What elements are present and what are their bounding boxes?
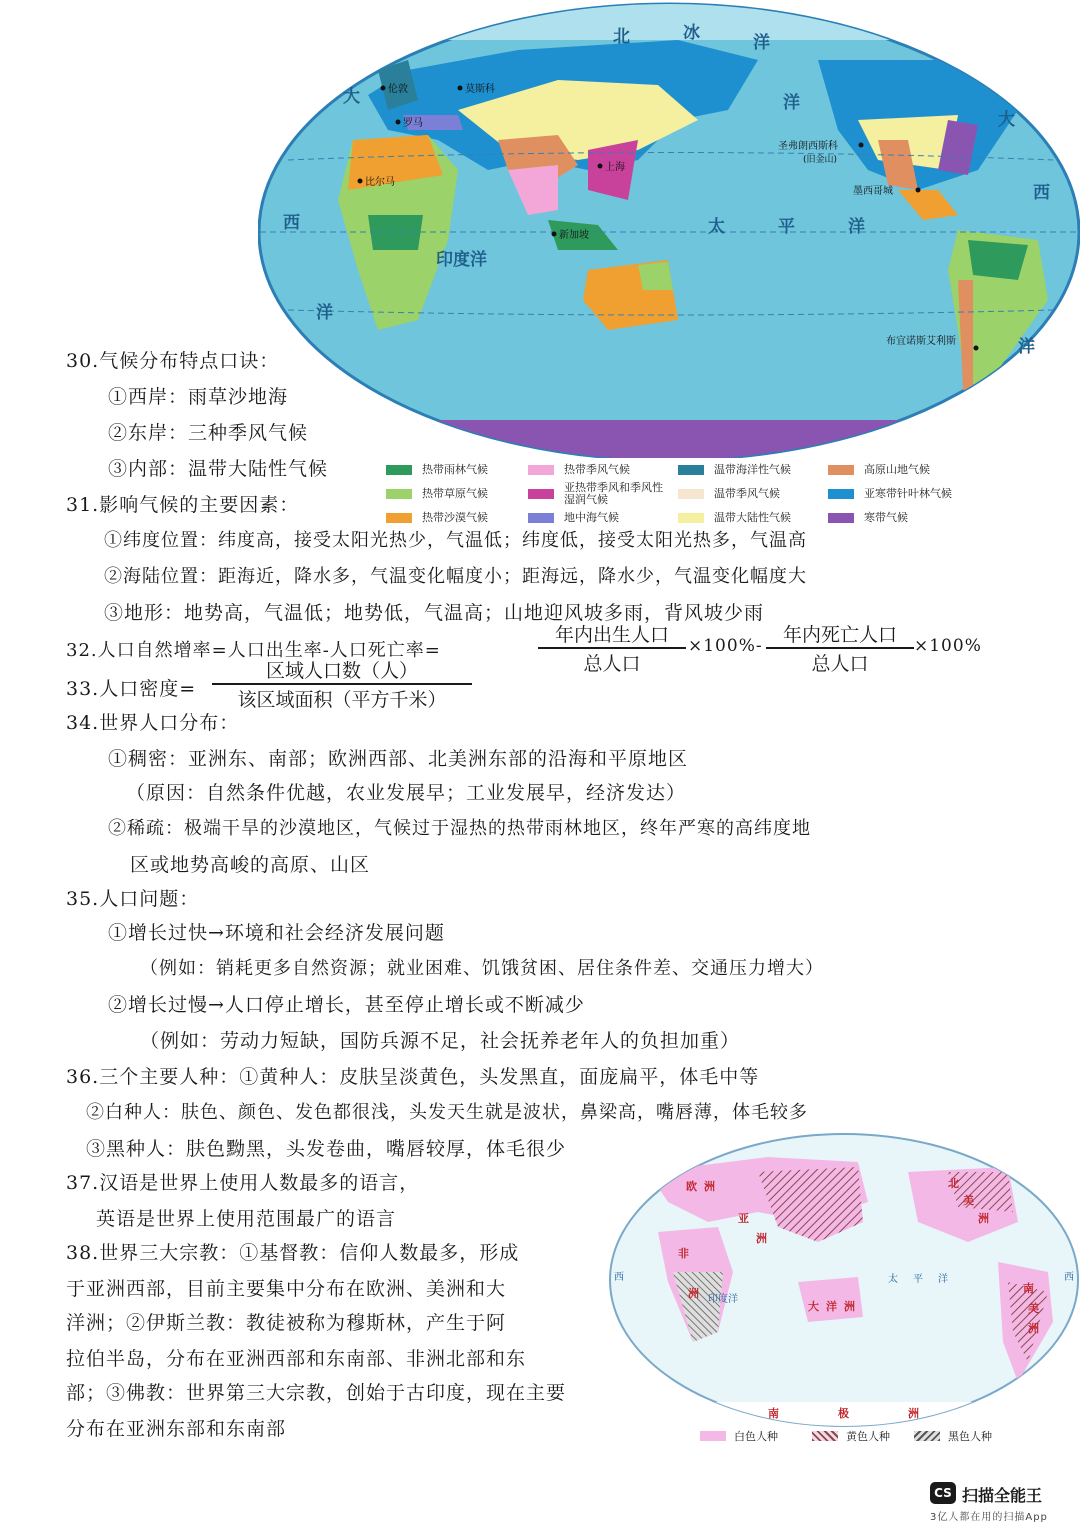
- legend-item: 热带沙漠气候: [386, 512, 488, 524]
- legend-swatch: [828, 513, 854, 523]
- legend-swatch: [528, 489, 554, 499]
- ocean-label: 洋: [316, 303, 333, 323]
- ocean-label: 印度洋: [708, 1294, 738, 1305]
- continent-label: 大: [808, 1300, 819, 1313]
- fraction-numerator: 区域人口数（人）: [212, 656, 472, 685]
- note-30: 30.气候分布特点口诀：: [66, 350, 280, 372]
- legend-swatch: [528, 513, 554, 523]
- ocean-label: 洋: [848, 217, 865, 237]
- note-30-2: ②东岸：三种季风气候: [108, 422, 309, 444]
- continent-label: 美: [963, 1194, 974, 1207]
- note-37-2: 英语是世界上使用范围最广的语言: [96, 1208, 397, 1230]
- continent-label: 洋: [826, 1300, 837, 1313]
- race-world-map: [608, 1132, 1080, 1428]
- legend-item: 热带季风气候: [528, 464, 630, 476]
- ocean-label: 洋: [1018, 337, 1035, 357]
- city-label: 比尔马: [365, 177, 395, 188]
- city-label: (旧金山): [803, 155, 838, 165]
- note-35-2-example: （例如：劳动力短缺，国防兵源不足，社会抚养老年人的负担加重）: [140, 1030, 741, 1052]
- continent-label: 洲: [844, 1300, 855, 1313]
- ocean-label: 西: [283, 213, 300, 233]
- continent-label: 洲: [756, 1232, 767, 1245]
- legend-item: 温带海洋性气候: [678, 464, 791, 476]
- legend-swatch: [828, 489, 854, 499]
- race-legend-item: 白色人种: [700, 1428, 778, 1444]
- note-32-mid: ×100%-: [688, 636, 763, 656]
- legend-item: 亚热带季风和季风性湿润气候: [528, 482, 668, 506]
- note-34-2b: 区或地势高峻的高原、山区: [130, 854, 371, 876]
- scanner-watermark: [930, 1482, 1070, 1522]
- ocean-label: 太: [708, 217, 725, 237]
- note-36-2: ②白种人：肤色、颜色、发色都很浅，头发天生就是波状，鼻梁高，嘴唇薄，体毛较多: [86, 1102, 808, 1123]
- ocean-label: 洋: [783, 93, 800, 113]
- city-label: 上海: [605, 162, 625, 173]
- fraction-denominator: 总人口: [583, 653, 641, 675]
- fraction-denominator: 总人口: [811, 653, 869, 675]
- ocean-label: 西: [614, 1272, 624, 1283]
- continent-label: 美: [1028, 1302, 1039, 1315]
- note-38-4: 拉伯半岛，分布在亚洲西部和东南部、非洲北部和东: [66, 1348, 527, 1370]
- brand-slogan: 3亿人都在用的扫描App: [930, 1512, 1048, 1523]
- city-label: 伦敦: [388, 84, 408, 95]
- ocean-label: 洋: [938, 1274, 948, 1285]
- note-32-end: ×100%: [914, 636, 982, 656]
- city-label: 墨西哥城: [853, 186, 893, 197]
- note-31-1: ①纬度位置：纬度高，接受太阳光热少，气温低；纬度低，接受太阳光热多，气温高: [104, 530, 807, 551]
- ocean-label: 太: [888, 1274, 898, 1285]
- race-legend-swatch: [700, 1431, 726, 1441]
- note-35-1-example: （例如：销耗更多自然资源；就业困难、饥饿贫困、居住条件差、交通压力增大）: [140, 958, 824, 979]
- race-legend-swatch: [914, 1431, 940, 1441]
- legend-item: 亚寒带针叶林气候: [828, 488, 952, 500]
- city-label: 圣弗朗西斯科: [778, 141, 838, 152]
- note-33-prefix: 33.人口密度=: [66, 678, 197, 700]
- fraction-birth: [538, 620, 686, 676]
- legend-swatch: [386, 513, 412, 523]
- legend-item: 热带雨林气候: [386, 464, 488, 476]
- race-legend-swatch: [812, 1431, 838, 1441]
- note-34: 34.世界人口分布：: [66, 712, 240, 734]
- continent-label: 洲: [688, 1287, 699, 1300]
- climate-world-map: [258, 0, 1080, 458]
- ocean-label: 大: [343, 87, 360, 107]
- ocean-label: 冰: [683, 23, 700, 43]
- race-legend: [700, 1426, 1040, 1442]
- legend-swatch: [386, 465, 412, 475]
- ocean-label: 西: [1064, 1272, 1074, 1283]
- city-label: 罗马: [403, 118, 423, 129]
- note-35: 35.人口问题：: [66, 888, 200, 910]
- race-legend-item: 黄色人种: [812, 1428, 890, 1444]
- fraction-death: [766, 620, 914, 676]
- legend-item: 温带大陆性气候: [678, 512, 791, 524]
- brand-name: 扫描全能王: [962, 1486, 1043, 1505]
- legend-item: 地中海气候: [528, 512, 619, 524]
- note-30-3: ③内部：温带大陆性气候: [108, 458, 329, 480]
- continent-label: 洲: [1028, 1322, 1039, 1335]
- note-38-1: 38.世界三大宗教：①基督教：信仰人数最多，形成: [66, 1242, 520, 1264]
- fraction-denominator: 该区域面积（平方千米）: [237, 689, 447, 711]
- note-36: 36.三个主要人种：①黄种人：皮肤呈淡黄色，头发黑直，面庞扁平，体毛中等: [66, 1066, 760, 1088]
- legend-swatch: [678, 489, 704, 499]
- city-label: 新加坡: [559, 230, 589, 241]
- continent-label: 南: [768, 1407, 779, 1420]
- city-label: 莫斯科: [465, 84, 495, 95]
- legend-item: 寒带气候: [828, 512, 908, 524]
- legend-item: 热带草原气候: [386, 488, 488, 500]
- ocean-label: 洋: [753, 33, 770, 53]
- continent-label: 极: [838, 1407, 849, 1420]
- note-38-2: 于亚洲西部，目前主要集中分布在欧洲、美洲和大: [66, 1278, 507, 1300]
- fraction-numerator: 年内出生人口: [538, 620, 686, 649]
- continent-label: 洲: [978, 1212, 989, 1225]
- ocean-label: 印度洋: [436, 250, 487, 270]
- legend-swatch: [828, 465, 854, 475]
- note-34-2: ②稀疏：极端干旱的沙漠地区，气候过于湿热的热带雨林地区，终年严寒的高纬度地: [108, 818, 811, 839]
- note-35-2: ②增长过慢→人口停止增长，甚至停止增长或不断减少: [108, 994, 585, 1016]
- ocean-label: 平: [913, 1274, 923, 1285]
- note-38-5: 部；③佛教：世界第三大宗教，创始于古印度，现在主要: [66, 1382, 567, 1404]
- continent-label: 非: [678, 1247, 689, 1260]
- fraction-numerator: 年内死亡人口: [766, 620, 914, 649]
- legend-swatch: [678, 513, 704, 523]
- continent-label: 南: [1023, 1282, 1034, 1295]
- legend-swatch: [678, 465, 704, 475]
- continent-label: 北: [948, 1177, 959, 1190]
- note-36-3: ③黑种人：肤色黝黑，头发卷曲，嘴唇较厚，体毛很少: [86, 1138, 567, 1160]
- note-31-2: ②海陆位置：距海近，降水多，气温变化幅度小；距海远，降水少，气温变化幅度大: [104, 566, 807, 587]
- note-34-1-reason: （原因：自然条件优越，农业发展早；工业发展早，经济发达）: [126, 782, 687, 804]
- note-38-6: 分布在亚洲东部和东南部: [66, 1418, 287, 1440]
- legend-item: 温带季风气候: [678, 488, 780, 500]
- note-32-prefix: 32.人口自然增率=人口出生率-人口死亡率=: [66, 640, 441, 661]
- camscanner-logo-icon: CS: [930, 1482, 956, 1504]
- continent-label: 洲: [908, 1407, 919, 1420]
- note-35-1: ①增长过快→环境和社会经济发展问题: [108, 922, 445, 944]
- note-37: 37.汉语是世界上使用人数最多的语言，: [66, 1172, 420, 1194]
- note-30-1: ①西岸：雨草沙地海: [108, 386, 289, 408]
- race-legend-item: 黑色人种: [914, 1428, 992, 1444]
- continent-label: 洲: [704, 1180, 715, 1193]
- climate-legend: [376, 458, 1016, 526]
- note-38-3: 洋洲；②伊斯兰教：教徒被称为穆斯林，产生于阿: [66, 1312, 507, 1334]
- continent-label: 亚: [738, 1212, 749, 1225]
- ocean-label: 北: [613, 27, 630, 47]
- ocean-label: 西: [1033, 183, 1050, 203]
- city-label: 布宜诺斯艾利斯: [886, 336, 956, 347]
- fraction-density: [212, 656, 472, 712]
- continent-label: 欧: [686, 1180, 697, 1193]
- note-31-3: ③地形：地势高，气温低；地势低，气温高；山地迎风坡多雨，背风坡少雨: [104, 602, 765, 624]
- note-34-1: ①稠密：亚洲东、南部；欧洲西部、北美洲东部的沿海和平原地区: [108, 748, 689, 770]
- legend-swatch: [528, 465, 554, 475]
- legend-swatch: [386, 489, 412, 499]
- ocean-label: 大: [998, 110, 1015, 130]
- legend-item: 高原山地气候: [828, 464, 930, 476]
- ocean-label: 平: [778, 217, 795, 237]
- note-31: 31.影响气候的主要因素：: [66, 494, 300, 516]
